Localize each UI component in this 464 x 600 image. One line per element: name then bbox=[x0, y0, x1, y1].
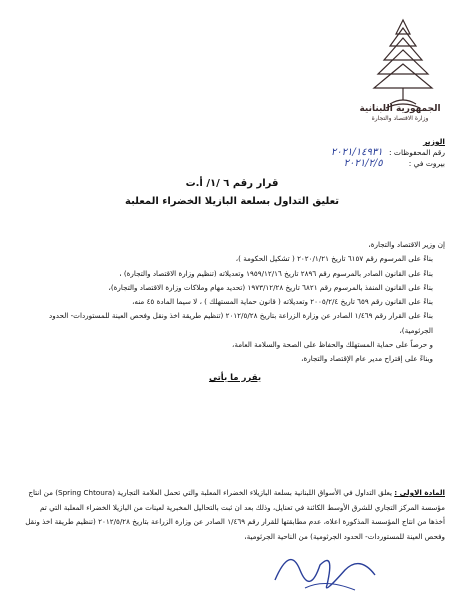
minister-label: الوزير bbox=[423, 137, 445, 146]
date-row bbox=[200, 158, 445, 169]
preamble bbox=[25, 238, 445, 393]
article-one-text: يعلق التداول في الأسواق اللبنانية بسلعة البازيلاء الخضراء المعلبة والتي تحمل العلامة التجارية (Spring Chtoura) من انتاج مؤسسة المركز التجاري للشرق الأوسط الكائنة في تعنايل، وذلك بعد ان ثبت بالتحاليل المخبرية لعينات من البازيلا الخضراء المعلبة التي تم أخذها من انتاج المؤسسة المذكورة اعلاه، عدم مطابقتها للقرار رقم ١/٤٦٩ الصادر عن وزارة الزراعة بتاريخ ٢٠١٢/٥/٢٨ (تنظيم طريقة اخذ ونقل وفحص العينة للمستوردات- الحدود الجرثومية) من الناحية الجرثومية، bbox=[25, 488, 445, 541]
article-one-label: المادة الاولى : bbox=[394, 488, 445, 497]
preamble-line: بناءً على القانون رقم ٦٥٩ تاريخ ٢٠٠٥/٢/٤ وتعديلاته ( قانون حماية المستهلك ) ، لا سيما المادة ٤٥ منه، bbox=[132, 297, 433, 307]
preamble-line: بناءً على القانون المنفذ بالمرسوم رقم ٦٨٢١ تاريخ ١٩٧٣/١٢/٢٨ (تحديد مهام وملاكات وزارة الاقتصاد والتجارة)، bbox=[108, 282, 433, 292]
ministry-logo-text bbox=[350, 104, 450, 124]
logo-line-ministry: وزارة الاقتصاد والتجارة bbox=[371, 115, 429, 122]
archive-number-value: ٢٠٢١/١٤٩٣١ bbox=[330, 147, 383, 158]
preamble-line: إن وزير الاقتصاد والتجارة، bbox=[368, 240, 445, 249]
cedar-logo-icon bbox=[368, 14, 438, 114]
article-one bbox=[25, 486, 445, 544]
date-value: ٢٠٢١/٢/٥ bbox=[343, 158, 383, 169]
decision-title: قرار رقم ٦ /١/ أ.ت bbox=[185, 178, 279, 189]
preamble-line: و حرصاً على حماية المستهلك والحفاظ على الصحة والسلامة العامة، bbox=[232, 340, 433, 350]
preamble-line: بناءً على القانون الصادر بالمرسوم رقم ٢٨٩٦ تاريخ ١٩٥٩/١٢/١٦ وتعديلاته (تنظيم وزارة الاقتصاد والتجارة) ، bbox=[119, 268, 433, 278]
preamble-line: وبناءً على إقتراح مدير عام الإقتصاد والتجارة، bbox=[301, 354, 433, 364]
decides-heading: يقرر ما يأتي bbox=[208, 372, 262, 383]
reference-block bbox=[200, 136, 445, 169]
archive-number-row bbox=[200, 147, 445, 158]
logo-line-republic: الجمهورية اللبنانية bbox=[359, 104, 441, 114]
archive-number-label: رقم المحفوظات : bbox=[388, 148, 445, 157]
preamble-line: بناءً على المرسوم رقم ٦١٥٧ تاريخ ٢٠٢٠/١/٢١ ( تشكيل الحكومة )، bbox=[235, 254, 433, 264]
date-label: بيروت في : bbox=[408, 159, 445, 168]
decision-subtitle: تعليق التداول بسلعة البازيلا الخضراء المعلبة bbox=[125, 196, 339, 207]
preamble-line: بناءً على القرار رقم ١/٤٦٩ الصادر عن وزارة الزراعة بتاريخ ٢٠١٢/٥/٢٨ (تنظيم طريقة اخذ ونقل وفحص العينة للمستوردات- الحدود الجرثومية)، bbox=[49, 311, 433, 335]
signature-icon bbox=[265, 540, 385, 600]
